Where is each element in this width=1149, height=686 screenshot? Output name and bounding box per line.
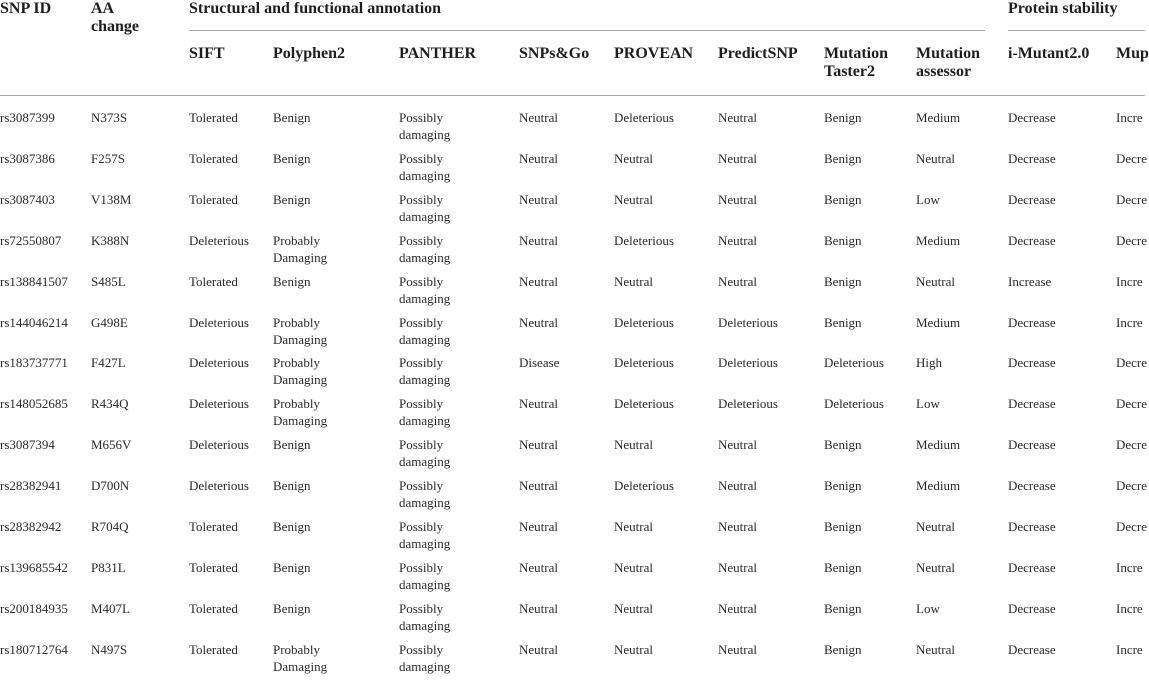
cell-polyphen2: Probably [273,314,320,330]
cell-predictsnp: Neutral [718,232,757,248]
cell-mupro: Incre [1116,600,1143,616]
cell-predictsnp: Neutral [718,559,757,575]
cell-snps-go: Neutral [519,191,558,207]
cell-mutation-taster2: Benign [824,191,862,207]
cell-polyphen2: Benign [273,559,311,575]
cell-aa-change: K388N [91,232,130,248]
cell-aa-change: G498E [91,314,128,330]
cell-snps-go: Neutral [519,478,558,494]
cell-panther: Possibly [399,314,444,330]
table-row [0,641,1145,682]
group-stability-underline [1008,30,1145,31]
cell-mutation-assessor: Neutral [916,150,955,166]
cell-polyphen2: Probably [273,396,320,412]
cell-polyphen2-line2: Damaging [273,331,328,347]
cell-mutation-assessor: Low [916,396,940,412]
cell-polyphen2: Benign [273,150,311,166]
cell-snp-id: rs72550807 [0,232,62,248]
cell-polyphen2: Probably [273,232,320,248]
cell-imutant: Decrease [1008,559,1056,575]
cell-mupro: Decre [1116,232,1148,248]
cell-polyphen2: Benign [273,273,311,289]
header-snp-id: SNP ID [0,0,52,17]
cell-aa-change: V138M [91,191,132,207]
cell-predictsnp: Neutral [718,110,757,125]
cell-polyphen2-line2: Damaging [273,249,328,265]
cell-mupro: Decre [1116,355,1148,371]
cell-provean: Neutral [614,437,653,453]
cell-mutation-assessor: Neutral [916,559,955,575]
table-row [0,518,1148,559]
header-mupro: Mup [1116,45,1149,62]
cell-snps-go: Neutral [519,519,558,534]
cell-aa-change: P831L [91,559,126,575]
cell-imutant: Decrease [1008,437,1056,453]
cell-aa-change: R704Q [91,519,129,534]
header-panther: PANTHER [399,45,477,62]
header-group-structural: Structural and functional annotation [189,0,442,17]
cell-aa-change: D700N [91,478,130,494]
cell-mupro: Incre [1116,641,1143,657]
cell-sift: Tolerated [189,559,238,575]
cell-snps-go: Neutral [519,396,558,412]
header-mutation-assessor-line2: assessor [916,63,972,80]
cell-polyphen2: Benign [273,519,311,534]
header-imutant: i-Mutant2.0 [1008,45,1090,62]
cell-imutant: Decrease [1008,191,1056,207]
cell-panther: Possibly [399,232,444,248]
cell-mutation-assessor: Medium [916,232,961,248]
cell-imutant: Increase [1008,273,1052,289]
cell-panther: Possibly [399,641,444,657]
cell-panther-line2: damaging [399,290,451,306]
cell-imutant: Decrease [1008,641,1056,657]
cell-mutation-assessor: Medium [916,314,961,330]
cell-mutation-taster2: Benign [824,110,862,125]
cell-panther-line2: damaging [399,658,451,674]
cell-mutation-taster2: Benign [824,437,862,453]
cell-sift: Deleterious [189,396,249,412]
cell-aa-change: M656V [91,437,132,453]
cell-polyphen2: Probably [273,641,320,657]
header-bottom-rule [0,95,1145,96]
table-row [0,109,1145,150]
cell-panther: Possibly [399,437,444,453]
cell-panther: Possibly [399,110,444,125]
cell-mupro: Incre [1116,273,1143,289]
cell-mupro: Decre [1116,150,1148,166]
cell-predictsnp: Neutral [718,641,757,657]
cell-imutant: Decrease [1008,150,1056,166]
cell-mupro: Incre [1116,559,1143,575]
cell-provean: Neutral [614,559,653,575]
cell-snp-id: rs3087399 [0,110,55,125]
cell-predictsnp: Deleterious [718,314,778,330]
cell-snps-go: Neutral [519,600,558,616]
cell-snp-id: rs138841507 [0,273,68,289]
header-mutation-taster2-line2: Taster2 [824,63,875,80]
table-row [0,354,1148,395]
cell-polyphen2: Benign [273,478,311,494]
header-predictsnp: PredictSNP [718,45,798,62]
cell-snp-id: rs144046214 [0,314,68,330]
cell-snps-go: Neutral [519,641,558,657]
cell-mutation-taster2: Deleterious [824,355,884,371]
cell-snp-id: rs3087403 [0,191,55,207]
cell-mutation-taster2: Benign [824,478,862,494]
cell-snp-id: rs200184935 [0,600,68,616]
cell-mutation-taster2: Deleterious [824,396,884,412]
cell-mutation-taster2: Benign [824,559,862,575]
cell-aa-change: F257S [91,150,125,166]
cell-mutation-assessor: Medium [916,110,961,125]
cell-aa-change: N373S [91,110,128,125]
cell-snps-go: Neutral [519,314,558,330]
cell-sift: Tolerated [189,150,238,166]
cell-panther: Possibly [399,600,444,616]
cell-snps-go: Neutral [519,437,558,453]
cell-snps-go: Disease [519,355,560,371]
cell-panther-line2: damaging [399,208,451,224]
cell-panther-line2: damaging [399,536,451,551]
cell-snp-id: rs148052685 [0,396,68,412]
cell-panther: Possibly [399,150,444,166]
cell-sift: Tolerated [189,273,238,289]
header-aa-change-line2: change [91,18,139,35]
cell-predictsnp: Neutral [718,191,757,207]
cell-provean: Deleterious [614,314,674,330]
cell-panther: Possibly [399,396,444,412]
table-row [0,436,1148,477]
cell-mutation-taster2: Benign [824,519,862,534]
cell-mutation-taster2: Benign [824,232,862,248]
cell-snps-go: Neutral [519,273,558,289]
cell-provean: Neutral [614,273,653,289]
header-sift: SIFT [189,45,225,62]
cell-imutant: Decrease [1008,519,1056,534]
cell-sift: Deleterious [189,232,249,248]
cell-panther-line2: damaging [399,576,451,592]
cell-mutation-assessor: High [916,355,942,371]
cell-panther-line2: damaging [399,495,451,511]
cell-panther-line2: damaging [399,454,451,470]
cell-snps-go: Neutral [519,232,558,248]
table-row [0,273,1145,314]
cell-provean: Neutral [614,150,653,166]
cell-imutant: Decrease [1008,600,1056,616]
cell-polyphen2: Benign [273,600,311,616]
cell-provean: Deleterious [614,232,674,248]
cell-mupro: Incre [1116,314,1143,330]
cell-aa-change: N497S [91,641,128,657]
cell-polyphen2-line2: Damaging [273,658,328,674]
cell-sift: Tolerated [189,110,238,125]
cell-mutation-assessor: Medium [916,437,961,453]
table-row [0,395,1148,436]
cell-panther: Possibly [399,559,444,575]
cell-polyphen2-line2: Damaging [273,413,328,429]
cell-imutant: Decrease [1008,110,1056,125]
table-row [0,314,1145,355]
cell-provean: Deleterious [614,478,674,494]
table-row [0,150,1148,191]
table-row [0,559,1145,600]
cell-predictsnp: Neutral [718,273,757,289]
cell-mutation-taster2: Benign [824,641,862,657]
cell-sift: Deleterious [189,355,249,371]
cell-mutation-assessor: Neutral [916,519,955,534]
cell-polyphen2: Benign [273,191,311,207]
header-mutation-assessor-line1: Mutation [916,45,980,62]
cell-predictsnp: Neutral [718,478,757,494]
cell-snp-id: rs28382941 [0,478,62,494]
cell-imutant: Decrease [1008,355,1056,371]
cell-sift: Tolerated [189,519,238,534]
cell-provean: Neutral [614,600,653,616]
cell-mupro: Decre [1116,396,1148,412]
cell-mupro: Decre [1116,519,1148,534]
cell-mupro: Decre [1116,478,1148,494]
table-row [0,600,1145,641]
cell-mutation-taster2: Benign [824,273,862,289]
cell-panther-line2: damaging [399,249,451,265]
cell-snps-go: Neutral [519,150,558,166]
cell-mutation-assessor: Medium [916,478,961,494]
cell-panther: Possibly [399,191,444,207]
cell-aa-change: M407L [91,600,130,616]
cell-snp-id: rs139685542 [0,559,68,575]
cell-snp-id: rs3087394 [0,437,55,453]
cell-panther: Possibly [399,355,444,371]
cell-snps-go: Neutral [519,559,558,575]
table-row [0,232,1148,273]
cell-mupro: Incre [1116,110,1143,125]
header-snps-go: SNPs&Go [519,45,590,62]
cell-provean: Neutral [614,191,653,207]
cell-polyphen2-line2: Damaging [273,372,328,388]
cell-snp-id: rs180712764 [0,641,68,657]
cell-panther: Possibly [399,478,444,494]
cell-panther-line2: damaging [399,167,451,183]
group-structural-underline [189,30,985,31]
header-group-stability: Protein stability [1008,0,1118,17]
cell-mupro: Decre [1116,191,1148,207]
cell-provean: Deleterious [614,110,674,125]
cell-panther-line2: damaging [399,372,451,388]
cell-panther: Possibly [399,519,444,534]
cell-provean: Neutral [614,641,653,657]
cell-predictsnp: Neutral [718,519,757,534]
cell-sift: Deleterious [189,437,249,453]
cell-imutant: Decrease [1008,478,1056,494]
cell-mutation-taster2: Benign [824,600,862,616]
cell-panther: Possibly [399,273,444,289]
cell-mutation-assessor: Low [916,191,940,207]
cell-aa-change: R434Q [91,396,129,412]
cell-snp-id: rs3087386 [0,150,55,166]
table-row [0,477,1148,518]
header-aa-change-line1: AA [91,0,115,17]
cell-mutation-assessor: Neutral [916,273,955,289]
cell-provean: Deleterious [614,355,674,371]
cell-sift: Tolerated [189,191,238,207]
cell-predictsnp: Neutral [718,150,757,166]
cell-aa-change: S485L [91,273,126,289]
cell-imutant: Decrease [1008,396,1056,412]
cell-snp-id: rs28382942 [0,519,62,534]
cell-mutation-assessor: Neutral [916,641,955,657]
cell-panther-line2: damaging [399,127,451,142]
cell-panther-line2: damaging [399,413,451,429]
table-row [0,191,1148,232]
cell-polyphen2: Probably [273,355,320,371]
cell-predictsnp: Deleterious [718,355,778,371]
cell-predictsnp: Deleterious [718,396,778,412]
cell-sift: Deleterious [189,314,249,330]
cell-provean: Deleterious [614,396,674,412]
cell-panther-line2: damaging [399,331,451,347]
cell-polyphen2: Benign [273,110,311,125]
cell-polyphen2: Benign [273,437,311,453]
cell-imutant: Decrease [1008,314,1056,330]
cell-mupro: Decre [1116,437,1148,453]
cell-mutation-taster2: Benign [824,150,862,166]
header-mutation-taster2-line1: Mutation [824,45,888,62]
cell-panther-line2: damaging [399,617,451,633]
cell-sift: Deleterious [189,478,249,494]
cell-predictsnp: Neutral [718,437,757,453]
header-polyphen2: Polyphen2 [273,45,346,62]
cell-snps-go: Neutral [519,110,558,125]
cell-mutation-taster2: Benign [824,314,862,330]
cell-snp-id: rs183737771 [0,355,68,371]
cell-sift: Tolerated [189,600,238,616]
cell-predictsnp: Neutral [718,600,757,616]
cell-mutation-assessor: Low [916,600,940,616]
cell-sift: Tolerated [189,641,238,657]
cell-provean: Neutral [614,519,653,534]
cell-aa-change: F427L [91,355,126,371]
header-provean: PROVEAN [614,45,694,62]
cell-imutant: Decrease [1008,232,1056,248]
